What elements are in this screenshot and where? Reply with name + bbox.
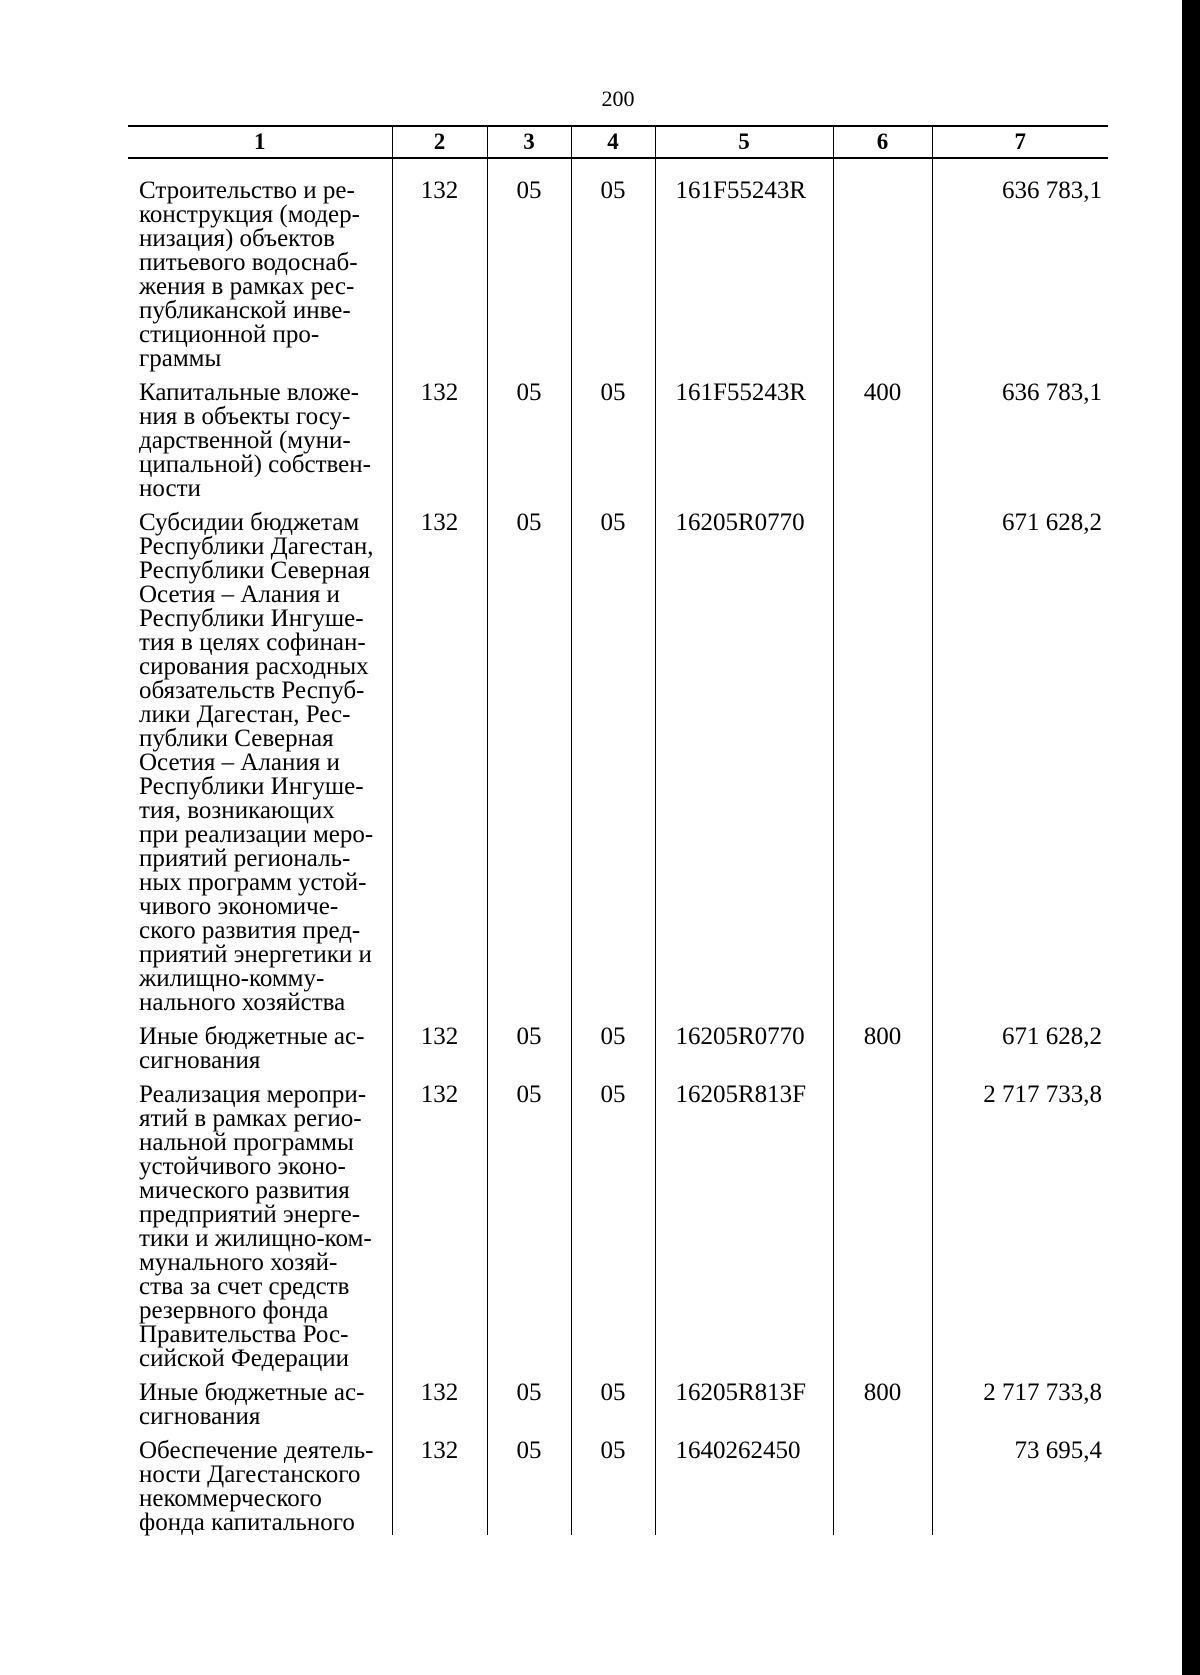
table-row: [128, 158, 1108, 381]
col-header-3: 3: [487, 126, 571, 158]
row-expense-type: [833, 158, 932, 381]
row-target: 16205R813F: [655, 1381, 833, 1439]
row-amount: 671 628,2: [932, 1025, 1108, 1083]
row-name: Иные бюджетные ас- сигнования: [139, 1023, 365, 1074]
row-expense-type: 800: [833, 1381, 932, 1439]
row-amount: 636 783,1: [932, 381, 1108, 511]
row-expense-type: [833, 1083, 932, 1381]
row-expense-type: 400: [833, 381, 932, 511]
header-row: [128, 126, 1108, 158]
page-number: 200: [601, 86, 635, 111]
row-section: 05: [487, 511, 571, 1025]
row-subsection: 05: [571, 1381, 655, 1439]
row-amount: 636 783,1: [932, 158, 1108, 381]
row-amount: 73 695,4: [932, 1439, 1108, 1535]
row-target: 16205R0770: [655, 1025, 833, 1083]
row-ministry: 132: [392, 381, 487, 511]
col-header-2: 2: [392, 126, 487, 158]
row-subsection: 05: [571, 1025, 655, 1083]
row-expense-type: [833, 1439, 932, 1535]
table-row: [128, 1083, 1108, 1381]
table-row: [128, 1439, 1108, 1535]
row-ministry: 132: [392, 1025, 487, 1083]
table-row: [128, 1025, 1108, 1083]
row-expense-type: [833, 511, 932, 1025]
row-subsection: 05: [571, 1439, 655, 1535]
col-header-6: 6: [833, 126, 932, 158]
table-row: [128, 511, 1108, 1025]
row-name: Реализация меропри- ятий в рамках регио- нальной программы устойчивого эконо- мического развития предприятий энерге- тики и жилищно-ком- мунального хозяй- ства за счет средств резервного фонда Правительства Рос- сийской Федерации: [139, 1081, 372, 1372]
row-expense-type: 800: [833, 1025, 932, 1083]
row-subsection: 05: [571, 381, 655, 511]
row-ministry: 132: [392, 158, 487, 381]
col-header-1: 1: [128, 126, 392, 158]
row-target: 161F55243R: [655, 381, 833, 511]
row-name: Обеспечение деятель- ности Дагестанского некоммерческого фонда капитального: [139, 1437, 374, 1536]
row-target: 16205R0770: [655, 511, 833, 1025]
row-name: Капитальные вложе- ния в объекты госу- дарственной (муни- ципальной) собствен- ности: [139, 379, 371, 502]
row-amount: 2 717 733,8: [932, 1083, 1108, 1381]
row-subsection: 05: [571, 1083, 655, 1381]
row-section: 05: [487, 381, 571, 511]
row-target: 1640262450: [655, 1439, 833, 1535]
row-amount: 671 628,2: [932, 511, 1108, 1025]
row-subsection: 05: [571, 511, 655, 1025]
budget-table: [128, 125, 1108, 1535]
row-target: 16205R813F: [655, 1083, 833, 1381]
row-amount: 2 717 733,8: [932, 1381, 1108, 1439]
row-section: 05: [487, 1025, 571, 1083]
scan-edge-shadow: [1182, 0, 1200, 1675]
row-section: 05: [487, 1381, 571, 1439]
row-section: 05: [487, 1439, 571, 1535]
row-section: 05: [487, 158, 571, 381]
table-row: [128, 1381, 1108, 1439]
row-name: Субсидии бюджетам Республики Дагестан, Республики Северная Осетия – Алания и Республики Ингуше- тия в целях софинан- сирования расходных обязательств Респуб- лики Дагестан, Рес- публики Северная Осетия – Алания и Республики Ингуше- тия, возникающих при реализации меро- приятий региональ- ных программ устой- чивого экономиче- ского развития пред- приятий энергетики и жилищно-комму- нального хозяйства: [139, 509, 374, 1016]
row-ministry: 132: [392, 1439, 487, 1535]
col-header-7: 7: [932, 126, 1108, 158]
row-subsection: 05: [571, 158, 655, 381]
row-name: Иные бюджетные ас- сигнования: [139, 1379, 365, 1430]
row-target: 161F55243R: [655, 158, 833, 381]
col-header-4: 4: [571, 126, 655, 158]
row-ministry: 132: [392, 511, 487, 1025]
col-header-5: 5: [655, 126, 833, 158]
row-section: 05: [487, 1083, 571, 1381]
table-row: [128, 381, 1108, 511]
row-ministry: 132: [392, 1083, 487, 1381]
row-name: Строительство и ре- конструкция (модер- низация) объектов питьевого водоснаб- жения в рамках рес- публиканской инве- стиционной про- граммы: [139, 177, 360, 372]
row-ministry: 132: [392, 1381, 487, 1439]
